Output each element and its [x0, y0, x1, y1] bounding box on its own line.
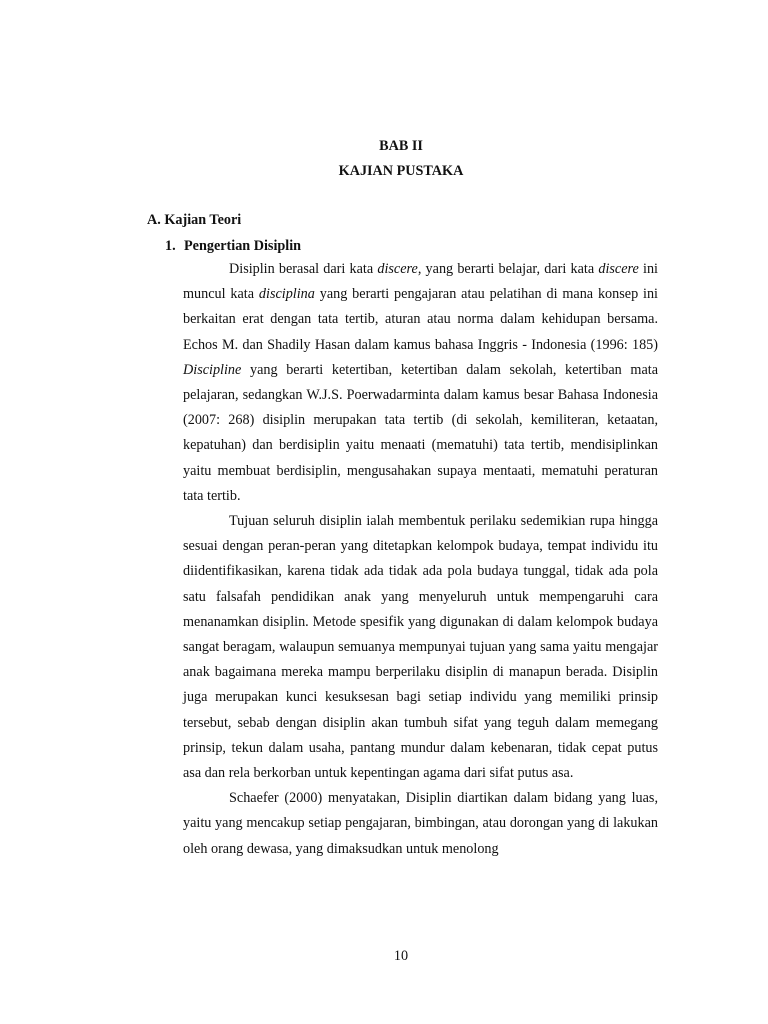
paragraph-1-term-discere: discere [377, 261, 418, 277]
paragraph-2: Tujuan seluruh disiplin ialah membentuk perilaku sedemikian rupa hingga sesuai dengan peran-peran yang ditetapkan kelompok budaya, tempat individu itu diidentifikasikan, karena tidak ada tidak ada pola budaya tunggal, tidak ada pola satu falsafah pendidikan anak yang menyeluruh untuk mempengaruhi cara menanamkan disiplin. Metode spesifik yang digunakan di dalam kelompok budaya sangat beragam, walaupun semuanya mempunyai tujuan yang sama yaitu mengajar anak bagaimana mereka mampu berperilaku disiplin di manapun berada. Disiplin juga merupakan kunci kesuksesan bagi setiap individu yang memiliki prinsip tersebut, sebab dengan disiplin akan tumbuh sifat yang teguh dalam memegang prinsip, tekun dalam usaha, pantang mundur dalam kebenaran, tidak cepat putus asa dan rela berkorban untuk kepentingan agama dari sifat putus asa. [183, 513, 658, 782]
chapter-label: BAB II [379, 138, 423, 154]
paragraph-1-text-c: ini muncul kata [183, 261, 658, 303]
paragraph-1-text-d: yang berarti pengajaran atau pelatihan di mana konsep ini berkaitan erat dengan tata tertib, aturan atau norma dalam kehidupan bersama. Echos M. dan Shadily Hasan dalam kamus bahasa Inggris - Indonesia (1996: 185) [183, 286, 658, 353]
paragraph-1-text-a: Disiplin berasal dari kata [229, 261, 378, 277]
body-text [183, 257, 658, 862]
chapter-title: KAJIAN PUSTAKA [338, 163, 464, 179]
paragraph-3: Schaefer (2000) menyatakan, Disiplin diartikan dalam bidang yang luas, yaitu yang mencakup setiap pengajaran, bimbingan, atau dorongan yang di lakukan oleh orang dewasa, yang dimaksudkan untuk menolong [183, 790, 658, 857]
paragraph-1-text-b: , yang berarti belajar, dari kata [417, 261, 599, 277]
subsection-title: Pengertian Disiplin [184, 238, 302, 254]
paragraph-1 [183, 257, 658, 509]
section-heading: A. Kajian Teori [147, 212, 242, 228]
subsection-heading [165, 238, 301, 255]
page-number: 10 [393, 948, 409, 964]
paragraph-1-text-e: yang berarti ketertiban, ketertiban dalam sekolah, ketertiban mata pelajaran, sedangkan W.J.S. Poerwadarminta dalam kamus besar Bahasa Indonesia (2007: 268) disiplin merupakan tata tertib (di sekolah, kemiliteran, ketaatan, kepatuhan) dan berdisiplin yaitu menaati (mematuhi) tata tertib, mendisiplinkan yaitu membuat berdisiplin, mengusahakan supaya mentaati, mematuhi peraturan tata tertib. [183, 361, 658, 504]
paragraph-1-term-disciplina: disciplina [258, 286, 315, 303]
paragraph-1-term-discere-2: discere [598, 261, 639, 277]
subsection-number: 1. [165, 238, 176, 254]
paragraph-1-term-discipline: Discipline [183, 361, 242, 378]
